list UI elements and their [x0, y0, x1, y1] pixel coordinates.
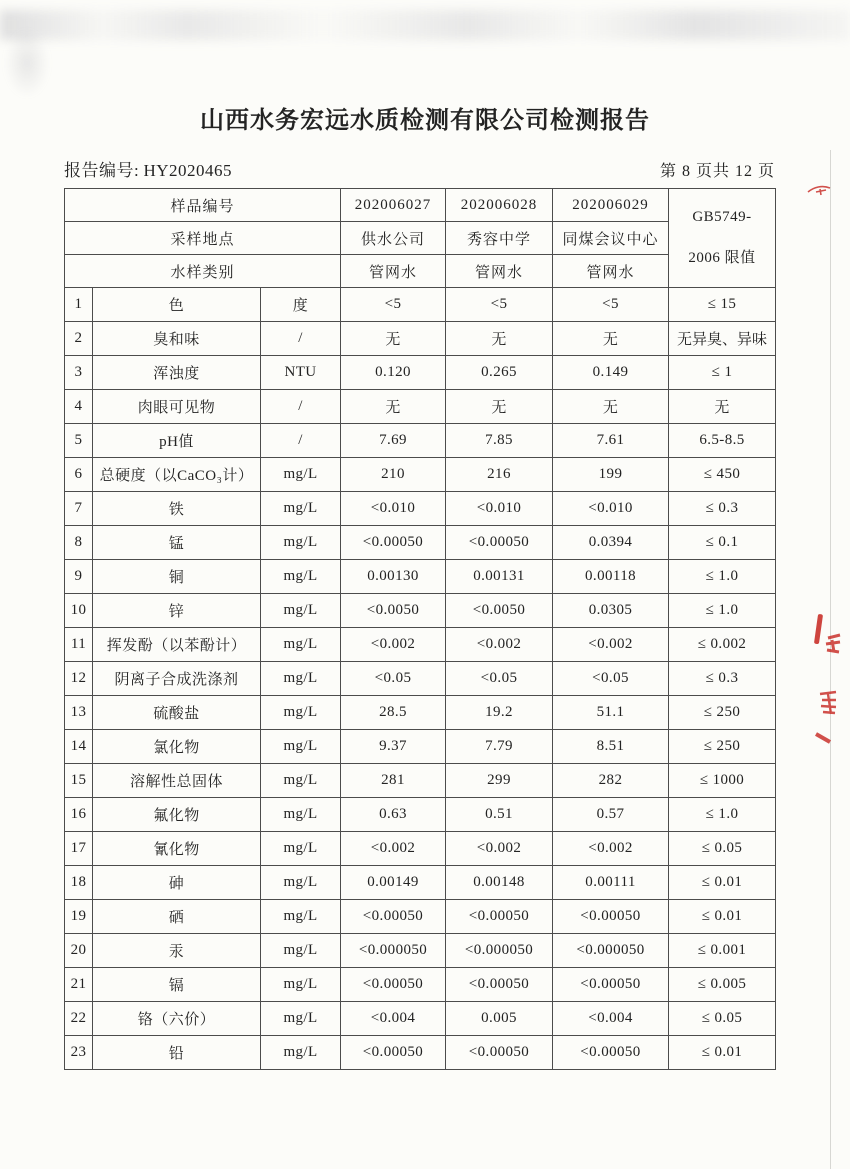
table-row: [65, 492, 776, 526]
table-row: [65, 322, 776, 356]
scan-noise-band: [0, 10, 850, 40]
parameter-name-cell: 色: [93, 288, 261, 322]
row-index-cell: 2: [65, 322, 93, 356]
limit-header-line2: 2006 限值: [688, 249, 756, 266]
parameter-name-cell: 总硬度（以CaCO₃计）: [93, 458, 261, 492]
scan-smudge: [4, 28, 50, 98]
table-row: [65, 662, 776, 696]
table-row: [65, 764, 776, 798]
value-cell: <0.00050: [553, 900, 669, 934]
value-cell: <0.0050: [341, 594, 446, 628]
value-cell: <0.000050: [553, 934, 669, 968]
limit-cell: ≤ 250: [669, 696, 776, 730]
table-row: [65, 526, 776, 560]
limit-header-cell: [669, 189, 776, 288]
limit-cell: ≤ 0.01: [669, 900, 776, 934]
parameter-name-cell: 阴离子合成洗涤剂: [93, 662, 261, 696]
value-cell: 0.00130: [341, 560, 446, 594]
row-index-cell: 11: [65, 628, 93, 662]
parameter-name-cell: 汞: [93, 934, 261, 968]
location-cell: 供水公司: [341, 222, 446, 255]
value-cell: <5: [446, 288, 553, 322]
table-row: [65, 730, 776, 764]
location-label-cell: 采样地点: [65, 222, 341, 255]
sample-id-cell: 202006027: [341, 189, 446, 222]
unit-cell: mg/L: [261, 458, 341, 492]
limit-cell: ≤ 1.0: [669, 594, 776, 628]
parameter-name-cell: 铬（六价）: [93, 1002, 261, 1036]
limit-cell: ≤ 0.3: [669, 492, 776, 526]
unit-cell: mg/L: [261, 560, 341, 594]
unit-cell: mg/L: [261, 594, 341, 628]
unit-cell: mg/L: [261, 492, 341, 526]
parameter-name-cell: 镉: [93, 968, 261, 1002]
value-cell: 0.00118: [553, 560, 669, 594]
sample-id-cell: 202006028: [446, 189, 553, 222]
table-row: [65, 696, 776, 730]
table-row: [65, 934, 776, 968]
row-index-cell: 3: [65, 356, 93, 390]
limit-cell: 无异臭、异味: [669, 322, 776, 356]
limit-cell: ≤ 1: [669, 356, 776, 390]
parameter-name-cell: 砷: [93, 866, 261, 900]
value-cell: 无: [341, 322, 446, 356]
table-row: [65, 968, 776, 1002]
value-cell: 0.00131: [446, 560, 553, 594]
limit-cell: ≤ 450: [669, 458, 776, 492]
value-cell: <0.00050: [341, 526, 446, 560]
value-cell: 0.265: [446, 356, 553, 390]
type-label-cell: 水样类别: [65, 255, 341, 288]
unit-cell: /: [261, 322, 341, 356]
value-cell: 7.61: [553, 424, 669, 458]
limit-cell: 6.5-8.5: [669, 424, 776, 458]
location-cell: 秀容中学: [446, 222, 553, 255]
type-cell: 管网水: [553, 255, 669, 288]
limit-cell: ≤ 0.3: [669, 662, 776, 696]
results-table: [64, 188, 776, 1070]
unit-cell: mg/L: [261, 900, 341, 934]
meta-row: [64, 156, 775, 181]
parameter-name-cell: 臭和味: [93, 322, 261, 356]
red-ink-scribble: [806, 183, 832, 199]
table-row: [65, 594, 776, 628]
value-cell: 0.0305: [553, 594, 669, 628]
parameter-name-cell: 铅: [93, 1036, 261, 1070]
value-cell: <0.010: [553, 492, 669, 526]
limit-cell: ≤ 0.001: [669, 934, 776, 968]
limit-cell: ≤ 1000: [669, 764, 776, 798]
report-title: 山西水务宏远水质检测有限公司检测报告: [200, 108, 650, 134]
sample-no-label-cell: 样品编号: [65, 189, 341, 222]
unit-cell: mg/L: [261, 628, 341, 662]
value-cell: <5: [341, 288, 446, 322]
value-cell: 0.51: [446, 798, 553, 832]
value-cell: <0.05: [341, 662, 446, 696]
parameter-name-cell: 氯化物: [93, 730, 261, 764]
limit-cell: ≤ 0.005: [669, 968, 776, 1002]
row-index-cell: 19: [65, 900, 93, 934]
unit-cell: 度: [261, 288, 341, 322]
parameter-name-cell: pH值: [93, 424, 261, 458]
value-cell: 7.79: [446, 730, 553, 764]
parameter-name-cell: 氟化物: [93, 798, 261, 832]
parameter-name-cell: 铁: [93, 492, 261, 526]
value-cell: 0.120: [341, 356, 446, 390]
table-row: [65, 356, 776, 390]
value-cell: <0.000050: [446, 934, 553, 968]
report-number-value: HY2020465: [143, 161, 233, 180]
table-row: [65, 798, 776, 832]
limit-cell: ≤ 1.0: [669, 798, 776, 832]
table-body: [65, 288, 776, 1070]
value-cell: <0.00050: [446, 1036, 553, 1070]
value-cell: 无: [341, 390, 446, 424]
value-cell: 216: [446, 458, 553, 492]
table-row: [65, 628, 776, 662]
row-index-cell: 1: [65, 288, 93, 322]
table-row: [65, 424, 776, 458]
value-cell: 0.0394: [553, 526, 669, 560]
value-cell: 无: [553, 322, 669, 356]
value-cell: 7.69: [341, 424, 446, 458]
table-header: [65, 189, 776, 288]
unit-cell: mg/L: [261, 832, 341, 866]
row-index-cell: 20: [65, 934, 93, 968]
value-cell: <0.002: [341, 628, 446, 662]
row-index-cell: 23: [65, 1036, 93, 1070]
value-cell: <0.004: [341, 1002, 446, 1036]
value-cell: <0.002: [446, 628, 553, 662]
unit-cell: mg/L: [261, 730, 341, 764]
value-cell: 19.2: [446, 696, 553, 730]
value-cell: <0.00050: [446, 968, 553, 1002]
value-cell: 无: [446, 390, 553, 424]
value-cell: <0.002: [553, 628, 669, 662]
row-index-cell: 15: [65, 764, 93, 798]
row-index-cell: 9: [65, 560, 93, 594]
limit-cell: ≤ 0.05: [669, 832, 776, 866]
parameter-name-cell: 肉眼可见物: [93, 390, 261, 424]
row-index-cell: 4: [65, 390, 93, 424]
parameter-name-cell: 硫酸盐: [93, 696, 261, 730]
value-cell: <0.00050: [446, 900, 553, 934]
value-cell: <0.00050: [446, 526, 553, 560]
row-index-cell: 12: [65, 662, 93, 696]
type-cell: 管网水: [446, 255, 553, 288]
row-index-cell: 13: [65, 696, 93, 730]
unit-cell: NTU: [261, 356, 341, 390]
location-cell: 同煤会议中心: [553, 222, 669, 255]
table-row: [65, 390, 776, 424]
value-cell: <0.05: [446, 662, 553, 696]
row-index-cell: 5: [65, 424, 93, 458]
limit-cell: ≤ 0.01: [669, 1036, 776, 1070]
parameter-name-cell: 铜: [93, 560, 261, 594]
table-row: [65, 288, 776, 322]
value-cell: 282: [553, 764, 669, 798]
unit-cell: mg/L: [261, 934, 341, 968]
row-index-cell: 22: [65, 1002, 93, 1036]
page-indicator: 第 8 页共 12 页: [659, 163, 775, 180]
value-cell: 28.5: [341, 696, 446, 730]
parameter-name-cell: 浑浊度: [93, 356, 261, 390]
limit-cell: ≤ 0.002: [669, 628, 776, 662]
unit-cell: mg/L: [261, 968, 341, 1002]
value-cell: <0.00050: [341, 968, 446, 1002]
parameter-name-cell: 硒: [93, 900, 261, 934]
table-row: [65, 1036, 776, 1070]
value-cell: <0.010: [341, 492, 446, 526]
value-cell: <0.002: [553, 832, 669, 866]
row-index-cell: 14: [65, 730, 93, 764]
value-cell: <5: [553, 288, 669, 322]
limit-cell: ≤ 0.01: [669, 866, 776, 900]
unit-cell: mg/L: [261, 1036, 341, 1070]
value-cell: <0.00050: [553, 1036, 669, 1070]
limit-cell: ≤ 15: [669, 288, 776, 322]
value-cell: <0.002: [341, 832, 446, 866]
unit-cell: mg/L: [261, 526, 341, 560]
parameter-name-cell: 溶解性总固体: [93, 764, 261, 798]
parameter-name-cell: 锌: [93, 594, 261, 628]
limit-cell: ≤ 0.1: [669, 526, 776, 560]
limit-cell: ≤ 1.0: [669, 560, 776, 594]
value-cell: 9.37: [341, 730, 446, 764]
unit-cell: /: [261, 424, 341, 458]
row-index-cell: 10: [65, 594, 93, 628]
value-cell: 0.005: [446, 1002, 553, 1036]
value-cell: 210: [341, 458, 446, 492]
table-row: [65, 832, 776, 866]
value-cell: 8.51: [553, 730, 669, 764]
value-cell: <0.00050: [341, 1036, 446, 1070]
unit-cell: mg/L: [261, 662, 341, 696]
value-cell: <0.002: [446, 832, 553, 866]
value-cell: <0.00050: [553, 968, 669, 1002]
value-cell: <0.000050: [341, 934, 446, 968]
value-cell: 7.85: [446, 424, 553, 458]
sample-id-cell: 202006029: [553, 189, 669, 222]
table-row: [65, 560, 776, 594]
parameter-name-cell: 氰化物: [93, 832, 261, 866]
limit-cell: ≤ 250: [669, 730, 776, 764]
table-row: [65, 900, 776, 934]
value-cell: 199: [553, 458, 669, 492]
row-index-cell: 8: [65, 526, 93, 560]
parameter-name-cell: 挥发酚（以苯酚计）: [93, 628, 261, 662]
row-index-cell: 6: [65, 458, 93, 492]
row-index-cell: 16: [65, 798, 93, 832]
value-cell: <0.010: [446, 492, 553, 526]
value-cell: 0.63: [341, 798, 446, 832]
report-number: [64, 156, 232, 181]
value-cell: 0.57: [553, 798, 669, 832]
value-cell: 0.149: [553, 356, 669, 390]
unit-cell: mg/L: [261, 1002, 341, 1036]
value-cell: <0.05: [553, 662, 669, 696]
limit-cell: ≤ 0.05: [669, 1002, 776, 1036]
row-index-cell: 17: [65, 832, 93, 866]
type-cell: 管网水: [341, 255, 446, 288]
red-stamp-fragment-upper: [812, 612, 850, 662]
report-number-label: 报告编号:: [64, 161, 140, 180]
value-cell: 无: [553, 390, 669, 424]
row-index-cell: 18: [65, 866, 93, 900]
value-cell: <0.00050: [341, 900, 446, 934]
limit-header-text: [671, 190, 773, 287]
value-cell: 无: [446, 322, 553, 356]
value-cell: 0.00148: [446, 866, 553, 900]
unit-cell: mg/L: [261, 696, 341, 730]
value-cell: 0.00111: [553, 866, 669, 900]
limit-header-line1: GB5749-: [692, 209, 752, 226]
unit-cell: mg/L: [261, 866, 341, 900]
value-cell: <0.004: [553, 1002, 669, 1036]
row-index-cell: 21: [65, 968, 93, 1002]
red-stamp-fragment-lower: [810, 690, 850, 750]
limit-cell: 无: [669, 390, 776, 424]
header-row-sample-no: [65, 189, 776, 222]
table-row: [65, 1002, 776, 1036]
parameter-name-cell: 锰: [93, 526, 261, 560]
table-row: [65, 458, 776, 492]
value-cell: 0.00149: [341, 866, 446, 900]
value-cell: <0.0050: [446, 594, 553, 628]
unit-cell: /: [261, 390, 341, 424]
value-cell: 281: [341, 764, 446, 798]
row-index-cell: 7: [65, 492, 93, 526]
value-cell: 51.1: [553, 696, 669, 730]
unit-cell: mg/L: [261, 798, 341, 832]
table-row: [65, 866, 776, 900]
value-cell: 299: [446, 764, 553, 798]
unit-cell: mg/L: [261, 764, 341, 798]
